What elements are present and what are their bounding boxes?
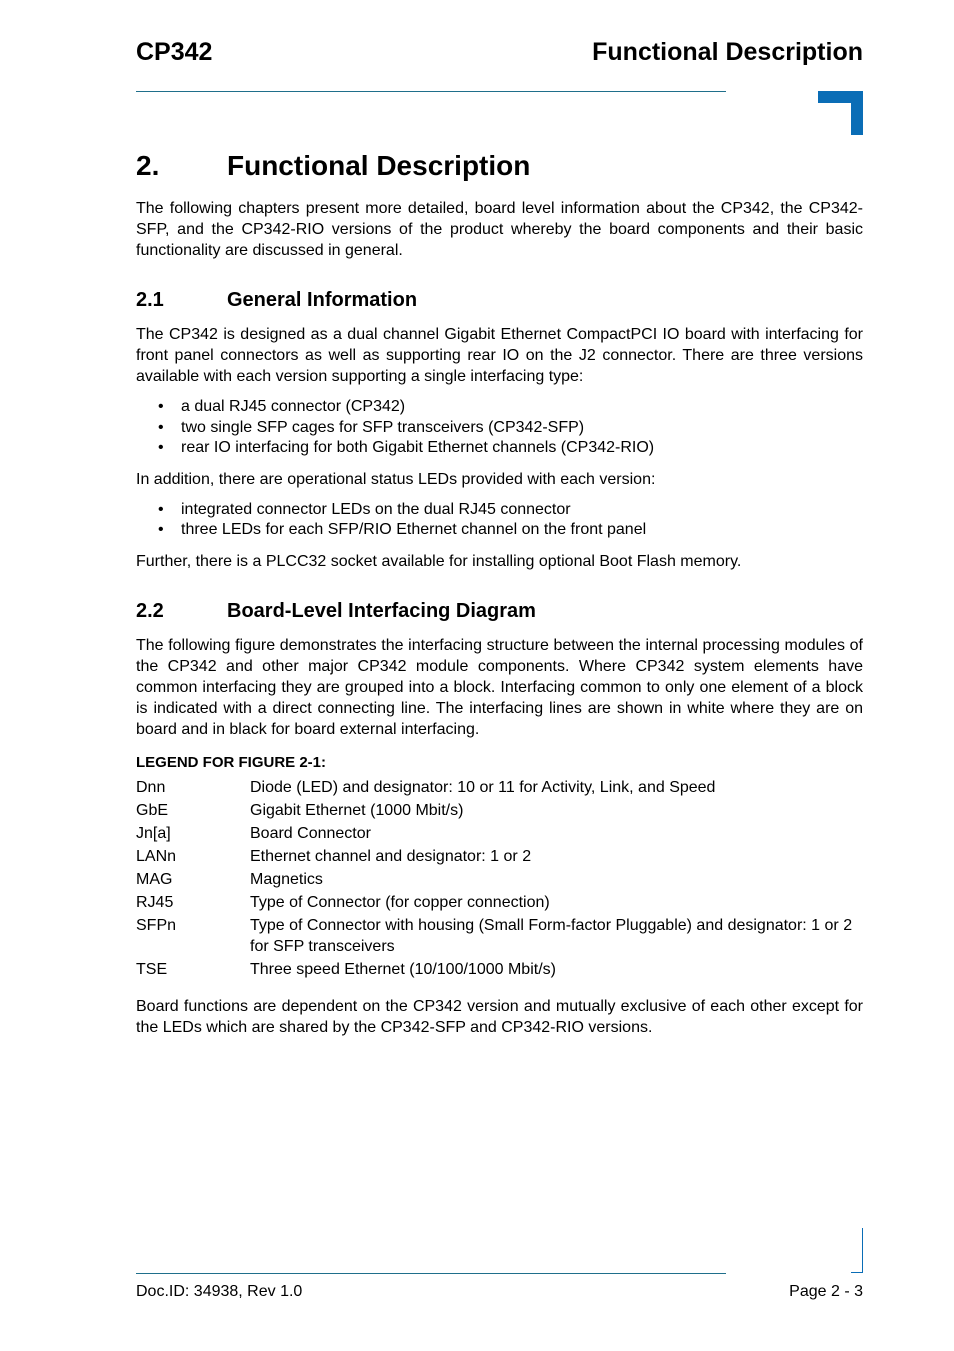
- legend-row: RJ45 Type of Connector (for copper connection): [136, 893, 550, 911]
- header-rule: [136, 91, 726, 92]
- paragraph: Further, there is a PLCC32 socket available for installing optional Boot Flash memory.: [136, 552, 742, 570]
- legend-row: TSE Three speed Ethernet (10/100/1000 Mbit/s): [136, 960, 556, 978]
- section-title: Board-Level Interfacing Diagram: [227, 599, 536, 622]
- legend-row: MAG Magnetics: [136, 870, 323, 888]
- section-2-2-heading: [136, 600, 863, 623]
- chapter-number: 2.: [136, 150, 160, 181]
- bullet-list: [136, 500, 863, 541]
- section-2-1-heading: [136, 289, 863, 312]
- paragraph: Board functions are dependent on the CP342 version and mutually exclusive of each other except for the LEDs which are shared by the CP342-SFP and CP342-RIO versions.: [136, 997, 863, 1036]
- legend-row: Dnn Diode (LED) and designator: 10 or 11 for Activity, Link, and Speed: [136, 778, 716, 796]
- legend-row: SFPn Type of Connector with housing (Small Form-factor Pluggable) and designator: 1 or 2 for SFP transceivers: [136, 916, 853, 955]
- footer-rule: [136, 1273, 726, 1274]
- list-item: • integrated connector LEDs on the dual RJ45 connector: [158, 500, 571, 518]
- chapter-title: Functional Description: [227, 150, 531, 181]
- footer-doc-id: Doc.ID: 34938, Rev 1.0: [136, 1283, 303, 1300]
- legend-table: [136, 777, 863, 980]
- legend-title: LEGEND FOR FIGURE 2-1:: [136, 753, 327, 771]
- header-product: CP342: [136, 38, 213, 66]
- bullet-list: [136, 397, 863, 459]
- list-item: • rear IO interfacing for both Gigabit Ethernet channels (CP342-RIO): [158, 439, 655, 456]
- list-item: • a dual RJ45 connector (CP342): [158, 398, 406, 415]
- list-item: • three LEDs for each SFP/RIO Ethernet channel on the front panel: [158, 521, 647, 538]
- paragraph: In addition, there are operational status LEDs provided with each version:: [136, 470, 656, 488]
- chapter-intro: The following chapters present more detailed, board level information about the CP342, the CP342-SFP, and the CP342-RIO versions of the product whereby the board components and their basic functionality are discussed in general.: [136, 200, 863, 259]
- paragraph: The following figure demonstrates the interfacing structure between the internal processing modules of the CP342 and other major CP342 module components. Where CP342 system elements have common interfacing they are grouped into a block. Interfacing common to only one element of a block is indicated with a direct connecting line. The interfacing lines are shown in white where they are on board and in black for board external interfacing.: [136, 636, 863, 738]
- page-content: [136, 150, 863, 1048]
- section-title: General Information: [227, 289, 418, 311]
- corner-mark-bottom: [851, 1228, 863, 1273]
- section-number: 2.1: [136, 289, 164, 311]
- chapter-heading: [136, 150, 863, 182]
- header-section: Functional Description: [592, 38, 863, 66]
- paragraph: The CP342 is designed as a dual channel Gigabit Ethernet CompactPCI IO board with interfacing for front panel connectors as well as supporting rear IO on the J2 connector. There are three versions available with each version supporting a single interfacing type:: [136, 326, 863, 385]
- legend-row: Jn[a] Board Connector: [136, 824, 371, 842]
- section-number: 2.2: [136, 599, 164, 622]
- corner-mark-top: [818, 91, 863, 135]
- legend-row: GbE Gigabit Ethernet (1000 Mbit/s): [136, 801, 464, 819]
- list-item: • two single SFP cages for SFP transceivers (CP342-SFP): [158, 418, 585, 436]
- footer-page-number: Page 2 - 3: [789, 1283, 863, 1300]
- legend-row: LANn Ethernet channel and designator: 1 or 2: [136, 847, 532, 865]
